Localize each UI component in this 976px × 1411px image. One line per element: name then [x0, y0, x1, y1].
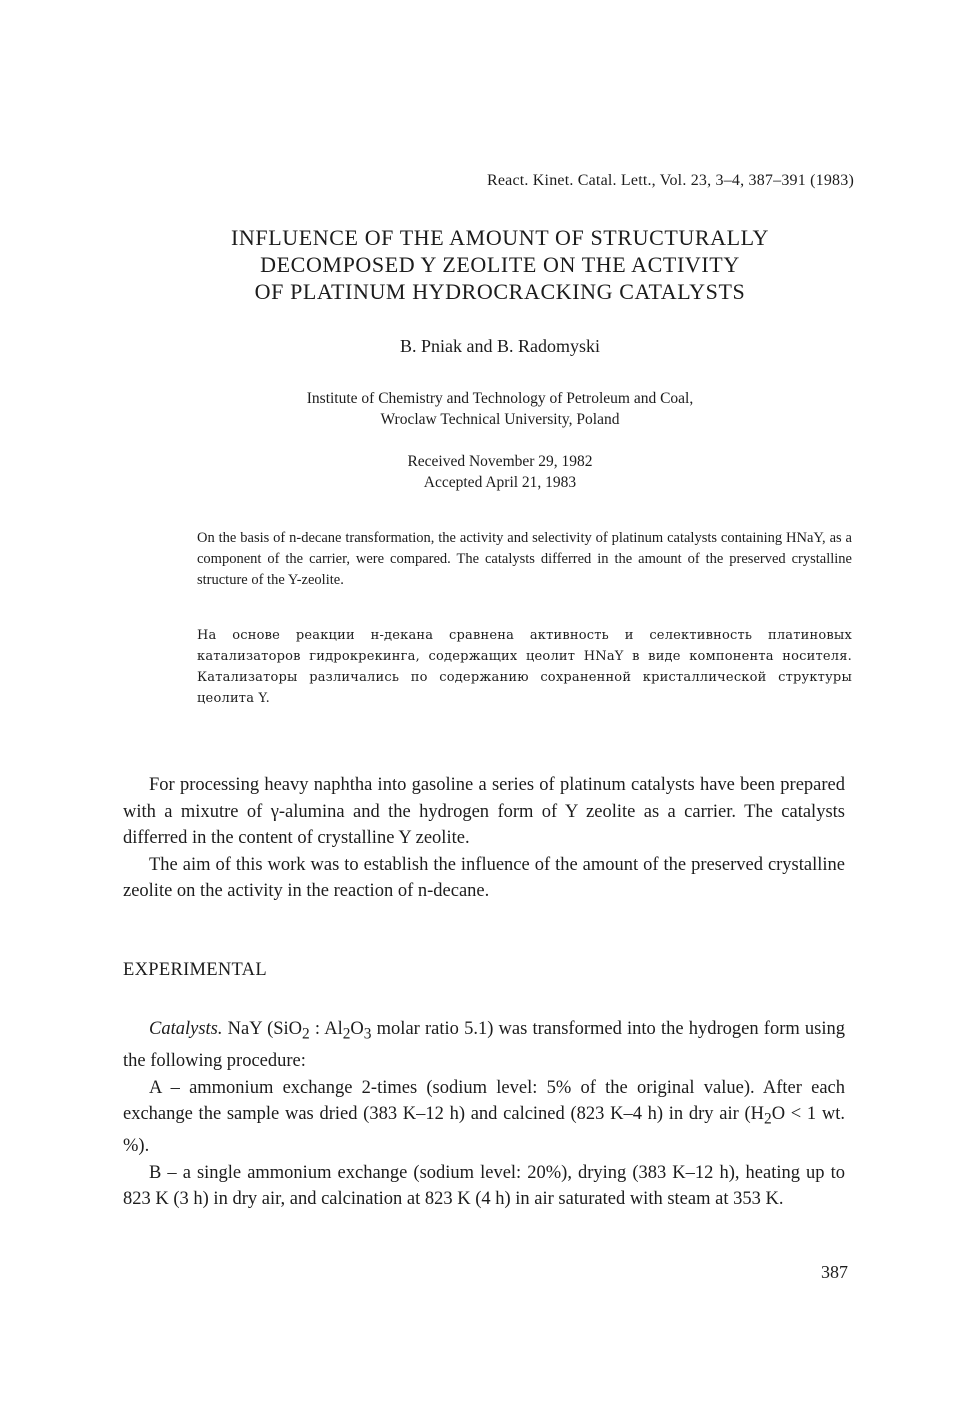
article-title	[0, 224, 976, 305]
title-line: INFLUENCE OF THE AMOUNT OF STRUCTURALLY	[230, 225, 770, 250]
paragraph	[123, 1016, 845, 1075]
title-line: DECOMPOSED Y ZEOLITE ON THE ACTIVITY	[260, 252, 740, 277]
page-number: 387	[821, 1262, 848, 1282]
affiliation	[0, 388, 976, 430]
dates	[0, 451, 976, 493]
text-run: : Al	[309, 1019, 343, 1039]
text-run: O	[350, 1019, 364, 1039]
paragraph	[123, 1075, 845, 1160]
paragraph: B – a single ammonium exchange (sodium level: 20%), drying (383 K–12 h), heating up to 823 K (3 h) in dry air, and calcination at 823 K (4 h) in air saturated with steam at 353 K.	[123, 1162, 845, 1210]
subscript: 2	[764, 1110, 772, 1128]
accepted-date: Accepted April 21, 1983	[423, 474, 577, 491]
text-run: NaY (SiO	[227, 1019, 303, 1039]
abstract-russian: На основе реакции н-декана сравнена активность и селективность платиновых катализаторов гидрокрекинга, содержащих цеолит HNaY в виде компонента носителя. Катализаторы различались по содержанию сохраненной кристаллической структуры цеолита Y.	[197, 628, 852, 706]
abstract-english: On the basis of n-decane transformation, the activity and selectivity of platinum catalysts containing HNaY, as a component of the carrier, were compared. The catalysts differred in the amount of the preserved crystalline structure of the Y-zeolite.	[197, 530, 852, 588]
affiliation-line: Institute of Chemistry and Technology of Petroleum and Coal,	[306, 390, 694, 407]
experimental-section	[123, 1016, 845, 1213]
paragraph: The aim of this work was to establish the influence of the amount of the preserved crystalline zeolite on the activity in the reaction of n-decane.	[123, 854, 845, 901]
subscript: 3	[363, 1025, 372, 1043]
title-line: OF PLATINUM HYDROCRACKING CATALYSTS	[254, 279, 746, 304]
received-date: Received November 29, 1982	[407, 453, 593, 470]
text-run: O < 1 wt. %).	[123, 1104, 845, 1157]
text-run: A – ammonium exchange 2-times (sodium level: 5% of the original value). After each exchange the sample was dried (383 K–12 h) and calcined (823 K–4 h) in dry air (H	[123, 1077, 845, 1125]
authors: B. Pniak and B. Radomyski	[399, 336, 600, 356]
text-run: molar ratio 5.1) was transformed into the hydrogen form using the following procedure:	[123, 1019, 846, 1072]
affiliation-line: Wroclaw Technical University, Poland	[380, 411, 620, 428]
catalysts-label: Catalysts.	[149, 1019, 223, 1039]
introduction	[123, 772, 845, 905]
section-heading: EXPERIMENTAL	[123, 960, 267, 980]
subscript: 2	[302, 1025, 310, 1043]
journal-citation: React. Kinet. Catal. Lett., Vol. 23, 3–4, 387–391 (1983)	[486, 172, 854, 189]
paragraph: For processing heavy naphtha into gasoline a series of platinum catalysts have been prepared with a mixutre of γ-alumina and the hydrogen form of Y zeolite as a carrier. The catalysts differred in the content of crystalline Y zeolite.	[123, 775, 845, 848]
subscript: 2	[342, 1025, 351, 1043]
